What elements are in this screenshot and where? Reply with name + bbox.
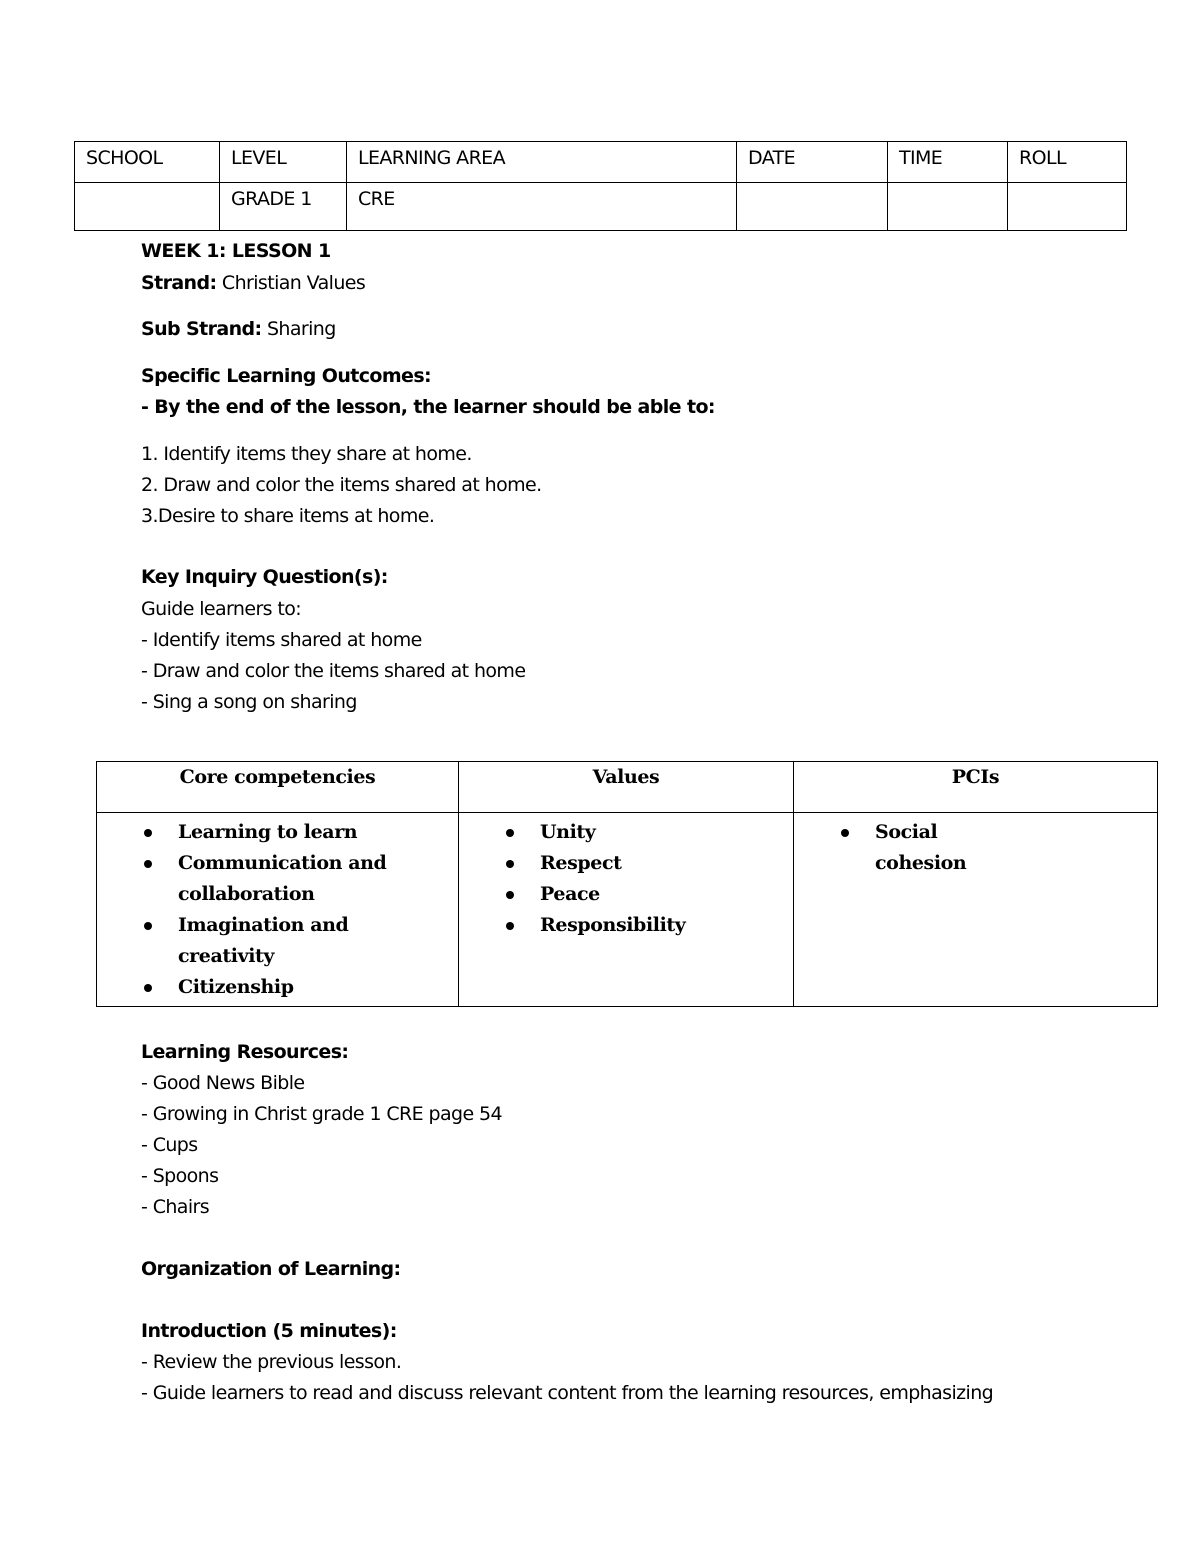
list-item	[459, 879, 793, 910]
value-learning-area: CRE	[347, 183, 737, 231]
list-item	[97, 972, 458, 1003]
header-table	[74, 141, 1127, 231]
outcome-item: 3.Desire to share items at home.	[141, 505, 435, 527]
bullet-icon	[144, 860, 152, 868]
value-text: Responsibility	[540, 914, 686, 936]
competency-text: Communication and collaboration	[178, 852, 387, 905]
header-roll: ROLL	[1008, 142, 1127, 183]
resource-item: - Growing in Christ grade 1 CRE page 54	[141, 1103, 502, 1125]
header-school: SCHOOL	[75, 142, 220, 183]
organization-heading: Organization of Learning:	[141, 1258, 401, 1280]
bullet-icon	[841, 829, 849, 837]
strand-line	[141, 268, 365, 299]
introduction-item: - Guide learners to read and discuss relevant content from the learning resources, emphasizing	[141, 1382, 994, 1404]
outcome-item: 1. Identify items they share at home.	[141, 443, 472, 465]
strand-label: Strand:	[141, 272, 217, 294]
introduction-heading: Introduction (5 minutes):	[141, 1320, 397, 1342]
inquiry-item: - Identify items shared at home	[141, 629, 422, 651]
value-date	[737, 183, 888, 231]
value-level: GRADE 1	[220, 183, 347, 231]
list-item	[97, 817, 458, 848]
value-text: Unity	[540, 821, 596, 843]
value-text: Peace	[540, 883, 600, 905]
value-roll	[1008, 183, 1127, 231]
resource-item: - Chairs	[141, 1196, 210, 1218]
outcome-item: 2. Draw and color the items shared at home.	[141, 474, 542, 496]
header-level: LEVEL	[220, 142, 347, 183]
strand-value: Christian Values	[216, 272, 366, 294]
inquiry-item: - Draw and color the items shared at home	[141, 660, 526, 682]
outcomes-heading: Specific Learning Outcomes:	[141, 365, 432, 387]
competencies-table	[96, 761, 1158, 1007]
sub-strand-label: Sub Strand:	[141, 318, 262, 340]
value-text: Respect	[540, 852, 622, 874]
list-item	[459, 910, 793, 941]
pcis-cell	[794, 813, 1158, 1007]
inquiry-heading: Key Inquiry Question(s):	[141, 566, 388, 588]
resource-item: - Cups	[141, 1134, 198, 1156]
header-date: DATE	[737, 142, 888, 183]
core-competencies-cell	[97, 813, 459, 1007]
header-core-competencies: Core competencies	[97, 762, 459, 813]
list-item	[459, 848, 793, 879]
header-learning-area: LEARNING AREA	[347, 142, 737, 183]
list-item	[459, 817, 793, 848]
inquiry-intro: Guide learners to:	[141, 598, 302, 620]
competency-text: Imagination and creativity	[178, 914, 349, 967]
outcomes-intro: - By the end of the lesson, the learner should be able to:	[141, 396, 715, 418]
pci-text: Social cohesion	[875, 821, 967, 874]
header-time: TIME	[888, 142, 1008, 183]
list-item	[794, 817, 1157, 879]
inquiry-item: - Sing a song on sharing	[141, 691, 357, 713]
week-lesson-heading: WEEK 1: LESSON 1	[141, 240, 331, 262]
list-item	[97, 910, 458, 972]
bullet-icon	[506, 860, 514, 868]
sub-strand-value: Sharing	[261, 318, 336, 340]
sub-strand-line	[141, 314, 336, 345]
value-school	[75, 183, 220, 231]
bullet-icon	[144, 984, 152, 992]
bullet-icon	[506, 891, 514, 899]
resources-heading: Learning Resources:	[141, 1041, 349, 1063]
competency-text: Learning to learn	[178, 821, 358, 843]
values-cell	[459, 813, 794, 1007]
bullet-icon	[144, 922, 152, 930]
header-pcis: PCIs	[794, 762, 1158, 813]
introduction-item: - Review the previous lesson.	[141, 1351, 402, 1373]
competency-text: Citizenship	[178, 976, 294, 998]
value-time	[888, 183, 1008, 231]
bullet-icon	[506, 922, 514, 930]
resource-item: - Good News Bible	[141, 1072, 305, 1094]
resource-item: - Spoons	[141, 1165, 219, 1187]
bullet-icon	[144, 829, 152, 837]
bullet-icon	[506, 829, 514, 837]
list-item	[97, 848, 458, 910]
header-values: Values	[459, 762, 794, 813]
